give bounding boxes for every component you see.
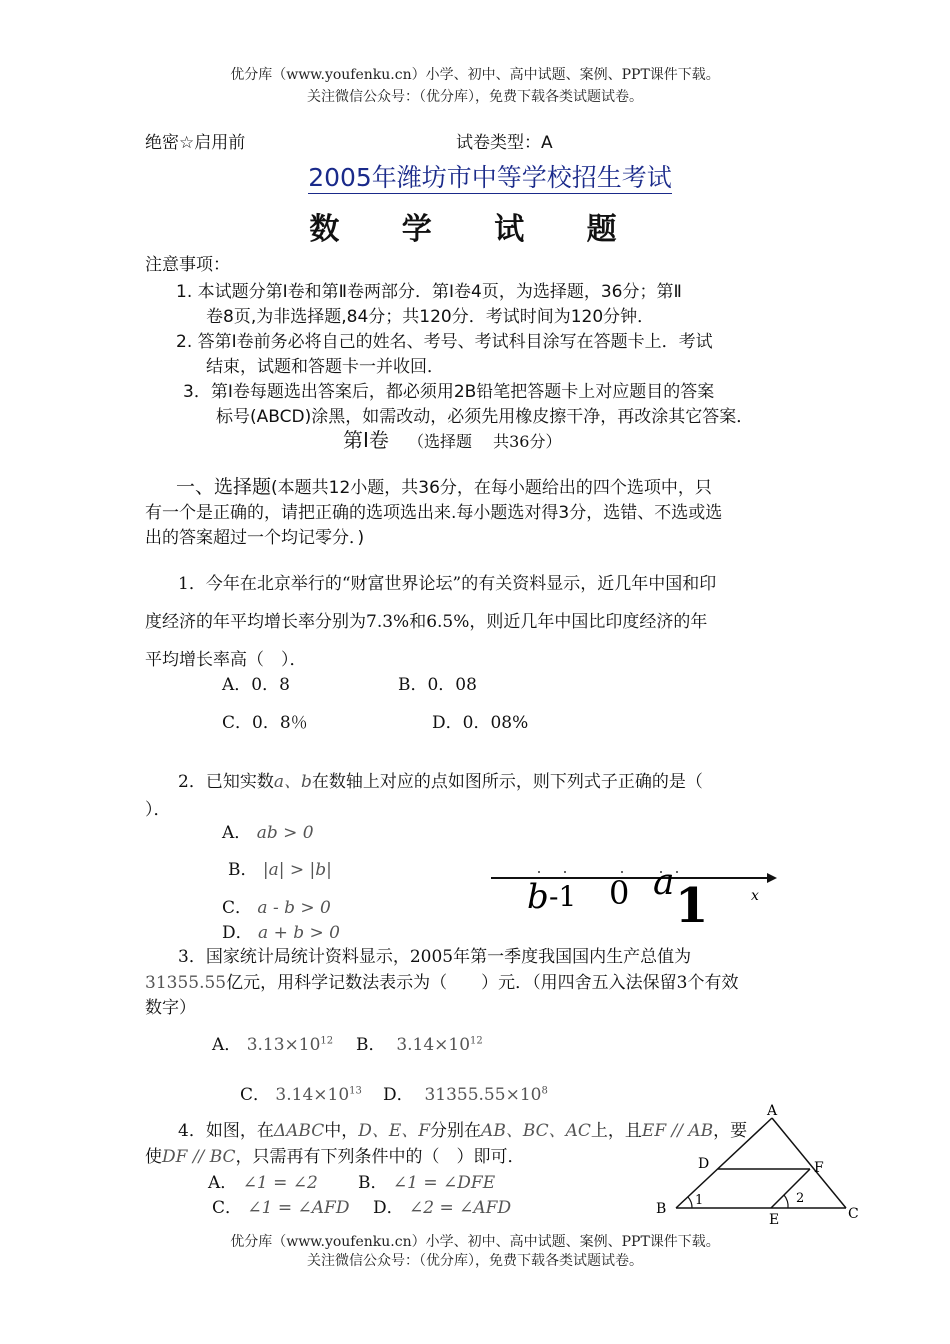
axis-label-minus-one: -1	[549, 880, 577, 913]
axis-label-a: a	[653, 862, 675, 903]
notice-item-2-cont: 结束，试题和答题卡一并收回．	[206, 357, 444, 377]
q4-option-d: D． ∠2 = ∠AFD	[373, 1198, 512, 1218]
q2-option-a: A． ab > 0	[222, 823, 314, 843]
footer-line-2: 关注微信公众号：（优分库），免费下载各类试题试卷。	[307, 1253, 643, 1269]
notice-item-1-cont: 卷8页,为非选择题,84分；共120分．考试时间为120分钟．	[206, 307, 655, 327]
axis-label-b: b	[527, 877, 549, 917]
point-label-e: E	[769, 1212, 780, 1228]
q3-number: 31355.55	[145, 973, 227, 993]
subject-title: 数 学 试 题	[309, 212, 643, 247]
section-one-desc-2: 有一个是正确的，请把正确的选项选出来.每小题选对得3分，选错、不选或选	[145, 503, 723, 523]
q2-line-1: 2．已知实数a、b在数轴上对应的点如图所示，则下列式子正确的是（	[178, 772, 703, 792]
q2-option-b: B． |a| > |b|	[228, 860, 332, 880]
part-one-note: （选择题 共36分）	[408, 432, 562, 451]
angle-2-arc	[784, 1195, 788, 1208]
notice-item-3: 3．第Ⅰ卷每题选出答案后，都必须用2B铅笔把答题卡上对应题目的答案	[183, 382, 715, 402]
axis-label-x: x	[751, 888, 759, 904]
q1-line-2: 度经济的年平均增长率分别为7.3%和6.5%，则近几年中国比印度经济的年	[145, 612, 708, 632]
axis-label-one: 1	[675, 878, 709, 922]
footer-line-1: 优分库（www.youfenku.cn）小学、初中、高中试题、案例、PPT课件下载。	[230, 1234, 720, 1250]
q3-option-b: B． $3.14\times 10^{12}$	[356, 1035, 483, 1055]
q1-option-c: C．0．8％	[222, 713, 308, 733]
q3-line-1: 3．国家统计局统计资料显示，2005年第一季度我国国内生产总值为	[178, 947, 692, 967]
part-one-heading	[343, 424, 561, 453]
section-one-desc-3: 出的答案超过一个均记零分．)	[145, 528, 365, 548]
secret-label: 绝密☆启用前	[145, 133, 246, 153]
q3-line-3: 数字）	[145, 998, 196, 1018]
side-ac	[772, 1118, 846, 1208]
triangle-figure	[650, 1100, 870, 1230]
section-one-title: 一、选择题	[176, 476, 272, 498]
angle-label-2: 2	[796, 1191, 805, 1206]
vertex-label-c: C	[848, 1206, 859, 1222]
vertex-label-b: B	[656, 1201, 667, 1217]
q4-line-1: 4．如图，在ΔABC中，D、E、F分别在AB、BC、AC上，且EF // AB，要	[178, 1121, 748, 1141]
q2-vars: a、b	[273, 772, 312, 792]
exam-title: 2005年潍坊市中等学校招生考试	[308, 163, 672, 192]
point-label-d: D	[698, 1156, 710, 1172]
q1-line-1: 1．今年在北京举行的“财富世界论坛”的有关资料显示，近几年中国和印	[178, 574, 717, 594]
notice-item-3-cont: 标号(ABCD)涂黑，如需改动，必须先用橡皮擦干净，再改涂其它答案．	[216, 407, 754, 427]
q1-option-d: D．0．08%	[432, 713, 529, 733]
section-one-desc: (本题共12小题，共36分，在每小题给出的四个选项中，只	[271, 478, 712, 498]
q2-option-c: C． a - b > 0	[222, 898, 331, 918]
q3-option-d: D． $31355.55\times 10^8$	[383, 1085, 548, 1105]
section-one-first-line	[176, 472, 712, 499]
paper-type: 试卷类型：A	[456, 133, 553, 153]
q4-option-c: C． ∠1 = ∠AFD	[212, 1198, 350, 1218]
q2-option-d: D． a + b > 0	[222, 923, 340, 943]
vertex-label-a: A	[767, 1103, 778, 1119]
axis-label-zero: 0	[609, 874, 630, 912]
angle-label-1: 1	[695, 1193, 704, 1208]
q3-option-c: C． $3.14\times 10^{13}$	[240, 1085, 362, 1105]
part-one-title: 第Ⅰ卷	[343, 428, 389, 452]
number-line-arrow	[767, 873, 777, 883]
q4-line-2: 使DF // BC，只需再有下列条件中的（ ）即可．	[145, 1147, 525, 1167]
q4-option-a: A． ∠1 = ∠2	[208, 1173, 318, 1193]
side-ab	[676, 1118, 772, 1208]
point-label-f: F	[814, 1160, 824, 1176]
header-line-1: 优分库（www.youfenku.cn）小学、初中、高中试题、案例、PPT课件下载。	[230, 67, 720, 83]
angle-1-arc	[688, 1197, 692, 1208]
number-line-figure	[485, 860, 785, 922]
notice-heading: 注意事项：	[145, 255, 230, 275]
q3-line-2: 31355.55亿元，用科学记数法表示为（ ）元．（用四舍五入法保留3个有效	[145, 973, 739, 993]
q1-line-3: 平均增长率高（ ）．	[145, 650, 307, 670]
q1-option-b: B．0．08	[398, 675, 477, 695]
q4-option-b: B． ∠1 = ∠DFE	[358, 1173, 496, 1193]
notice-item-2: 2. 答第Ⅰ卷前务必将自己的姓名、考号、考试科目涂写在答题卡上．考试	[176, 332, 713, 352]
header-line-2: 关注微信公众号：（优分库），免费下载各类试题试卷。	[307, 89, 643, 105]
q1-option-a: A．0．8	[222, 675, 290, 695]
q2-line-2: ）．	[145, 800, 171, 820]
notice-item-1: 1. 本试题分第Ⅰ卷和第Ⅱ卷两部分．第Ⅰ卷4页，为选择题，36分；第Ⅱ	[176, 282, 682, 302]
q3-option-a: A． $3.13\times 10^{12}$	[212, 1035, 334, 1055]
